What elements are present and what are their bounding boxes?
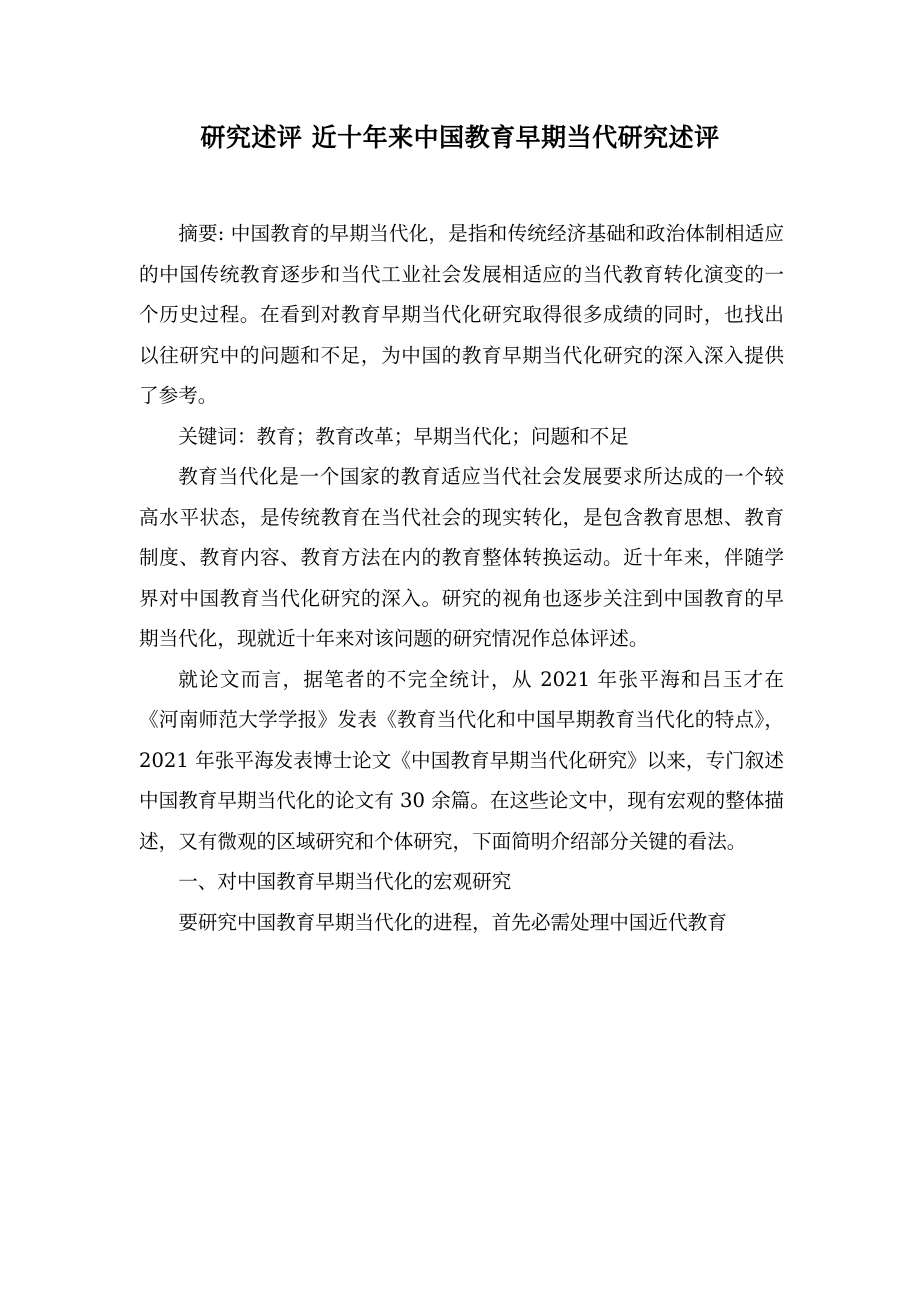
- section-heading: 一、对中国教育早期当代化的宏观研究: [178, 870, 512, 893]
- intro-paragraph: 教育当代化是一个国家的教育适应当代社会发展要求所达成的一个较高水平状态，是传统教育在当代社会的现实转化，是包含教育思想、教育制度、教育内容、教育方法在内的教育整体转换运动。近十年来，伴随学界对中国教育当代化研究的深入。研究的视角也逐步关注到中国教育的早期当代化，现就近十年来对该问题的研究情况作总体评述。: [139, 465, 784, 650]
- literature-paragraph: 就论文而言，据笔者的不完全统计，从 2021 年张平海和吕玉才在《河南师范大学学报》发表《教育当代化和中国早期教育当代化的特点》，2021 年张平海发表博士论文《中国教育早期当代化研究》以来，专门叙述中国教育早期当代化的论文有 30 余篇。在这些论文中，现有宏观的整体描述，又有微观的区域研究和个体研究，下面简明介绍部分关键的看法。: [139, 667, 784, 853]
- section-paragraph: 要研究中国教育早期当代化的进程，首先必需处理中国近代教育: [178, 910, 727, 934]
- keywords-paragraph: 关键词：教育；教育改革；早期当代化；问题和不足: [178, 424, 629, 448]
- document-title: 研究述评 近十年来中国教育早期当代研究述评: [200, 123, 720, 152]
- document-body: [139, 214, 784, 943]
- abstract-paragraph: 摘要: 中国教育的早期当代化，是指和传统经济基础和政治体制相适应的中国传统教育逐步和当代工业社会发展相适应的当代教育转化演变的一个历史过程。在看到对教育早期当代化研究取得很多成绩的同时，也找出以往研究中的问题和不足，为中国的教育早期当代化研究的深入深入提供了参考。: [139, 222, 784, 407]
